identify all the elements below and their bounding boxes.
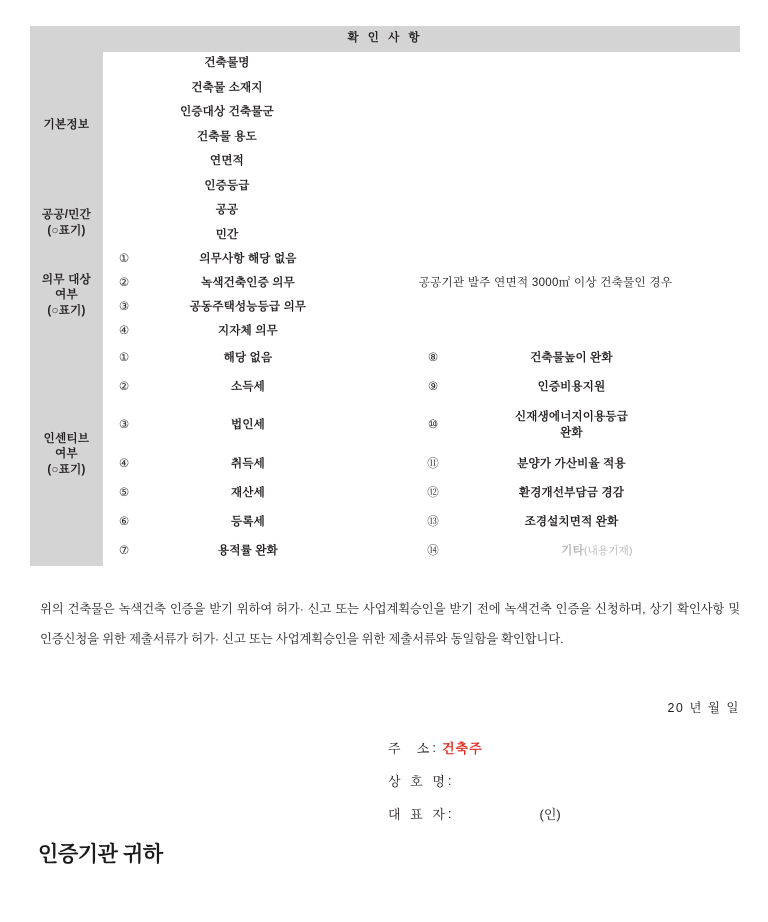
field-label-building-name: 건축물명 <box>204 57 250 70</box>
incentive-label-11: 분양가 가산비율 적용 <box>517 457 626 470</box>
table-row <box>30 77 740 102</box>
obligation-label-4: 지자체 의무 <box>218 325 278 338</box>
table-header-title: 확 인 사 항 <box>30 26 740 52</box>
incentive-check-2[interactable] <box>351 373 412 402</box>
date-line: 20 년 월 일 <box>667 701 740 715</box>
table-row <box>30 320 740 344</box>
incentive-number-5: ⑤ <box>118 486 130 499</box>
incentive-number-6: ⑥ <box>118 515 130 528</box>
table-row <box>30 450 740 479</box>
incentive-number-3: ③ <box>118 419 130 432</box>
field-label-public: 공공 <box>215 204 239 217</box>
section-label-incentive-line2: 여부 <box>55 448 78 461</box>
incentive-label-14 <box>454 537 740 566</box>
table-row <box>30 101 740 126</box>
company-colon: : <box>447 773 452 788</box>
incentive-check-3[interactable] <box>351 402 412 450</box>
incentive-label-2: 소득세 <box>231 380 265 393</box>
incentive-label-14-sub: (내용기재) <box>583 544 633 557</box>
table-row <box>30 296 740 320</box>
incentive-label-1: 해당 없음 <box>223 351 273 364</box>
incentive-label-3: 법인세 <box>231 419 265 432</box>
table-row <box>30 508 740 537</box>
address-label: 주 소 <box>388 741 433 756</box>
incentive-label-8: 건축물높이 완화 <box>530 351 613 364</box>
obligation-number-3: ③ <box>118 301 130 314</box>
section-label-incentive-line1: 인센티브 <box>43 432 90 445</box>
incentive-number-1: ① <box>118 351 130 364</box>
incentive-label-10-line1: 신재생에너지이용등급 <box>514 411 629 424</box>
statement-paragraph: 위의 건축물은 녹색건축 인증을 받기 위하여 허가· 신고 또는 사업계획승인을 받기 전에 녹색건축 인증을 신청하며, 상기 확인사항 및 인증신청을 위한 제출서류가 허가· 신고 또는 사업계획승인을 위한 제출서류와 동일함을 확인합니다. <box>40 602 740 647</box>
representative-label: 대 표 자 <box>388 807 448 822</box>
confirmation-table <box>30 26 740 566</box>
incentive-label-6: 등록세 <box>231 515 265 528</box>
table-row <box>30 150 740 175</box>
incentive-check-11[interactable] <box>689 450 740 479</box>
section-label-public-private-line2: (○표기) <box>47 224 86 237</box>
section-label-obligation-line1: 의무 대상 <box>41 273 92 286</box>
signature-row-representative <box>388 797 561 830</box>
section-label-public-private <box>30 199 103 248</box>
obligation-label-1: 의무사항 해당 없음 <box>199 253 297 266</box>
incentive-label-10 <box>454 402 689 450</box>
incentive-number-9: ⑨ <box>427 380 439 393</box>
incentive-label-13: 조경설치면적 완화 <box>524 515 619 528</box>
incentive-check-7[interactable] <box>351 537 412 566</box>
field-value-certification-target-group[interactable] <box>351 101 740 126</box>
seal-mark: (인) <box>539 807 561 822</box>
table-row <box>30 224 740 249</box>
field-label-certification-target-group: 인증대상 건축물군 <box>180 106 274 119</box>
incentive-number-4: ④ <box>118 457 130 470</box>
table-row <box>30 248 740 272</box>
company-label: 상 호 명 <box>388 774 448 789</box>
signature-row-company <box>388 764 561 797</box>
signature-block <box>388 731 561 830</box>
section-label-public-private-line1: 공공/민간 <box>41 208 92 221</box>
field-value-private[interactable] <box>351 224 740 249</box>
incentive-check-9[interactable] <box>689 373 740 402</box>
table-header-row <box>30 26 740 52</box>
section-label-basic-info: 기본정보 <box>30 52 103 199</box>
field-value-building-name[interactable] <box>351 52 740 77</box>
obligation-note-3[interactable] <box>351 296 740 320</box>
incentive-check-4[interactable] <box>351 450 412 479</box>
field-label-building-location: 건축물 소재지 <box>191 81 263 94</box>
incentive-number-11: ⑪ <box>427 457 439 470</box>
table-row <box>30 537 740 566</box>
incentive-number-14: ⑭ <box>427 544 439 557</box>
incentive-check-1[interactable] <box>351 344 412 373</box>
incentive-number-2: ② <box>118 380 130 393</box>
incentive-check-10[interactable] <box>689 402 740 450</box>
incentive-label-9: 인증비용지원 <box>537 380 606 393</box>
incentive-check-8[interactable] <box>689 344 740 373</box>
section-label-obligation-line3: (○표기) <box>47 304 86 317</box>
incentive-check-6[interactable] <box>351 508 412 537</box>
addressee-title: 인증기관 귀하 <box>38 843 163 866</box>
incentive-check-13[interactable] <box>689 508 740 537</box>
incentive-number-12: ⑫ <box>427 486 439 499</box>
incentive-check-5[interactable] <box>351 479 412 508</box>
obligation-label-3: 공동주택성능등급 의무 <box>189 301 307 314</box>
table-row <box>30 479 740 508</box>
incentive-number-8: ⑧ <box>427 351 439 364</box>
field-value-building-location[interactable] <box>351 77 740 102</box>
incentive-check-12[interactable] <box>689 479 740 508</box>
incentive-number-13: ⑬ <box>427 515 439 528</box>
obligation-note-1[interactable] <box>351 248 740 272</box>
field-value-building-use[interactable] <box>351 126 740 151</box>
table-row <box>30 344 740 373</box>
section-label-obligation <box>30 248 103 344</box>
signature-row-address <box>388 731 561 764</box>
section-label-incentive <box>30 344 103 566</box>
representative-colon: : <box>447 806 452 821</box>
incentive-number-7: ⑦ <box>118 544 130 557</box>
field-value-certification-grade[interactable] <box>351 175 740 200</box>
obligation-number-1: ① <box>118 253 130 266</box>
field-label-certification-grade: 인증등급 <box>204 179 250 192</box>
field-value-total-floor-area[interactable] <box>351 150 740 175</box>
table-row <box>30 126 740 151</box>
obligation-note-2[interactable]: 공공기관 발주 연면적 3000㎡ 이상 건축물인 경우 <box>351 272 740 296</box>
obligation-label-2: 녹색건축인증 의무 <box>201 277 295 290</box>
incentive-label-4: 취득세 <box>231 457 265 470</box>
field-label-total-floor-area: 연면적 <box>210 155 244 168</box>
obligation-number-2: ② <box>118 277 130 290</box>
obligation-note-4[interactable] <box>351 320 740 344</box>
field-label-building-use: 건축물 용도 <box>197 130 257 143</box>
field-value-public[interactable] <box>351 199 740 224</box>
table-row <box>30 199 740 224</box>
table-row <box>30 175 740 200</box>
incentive-label-7: 용적률 완화 <box>218 544 278 557</box>
table-row <box>30 272 740 296</box>
incentive-label-12: 환경개선부담금 경감 <box>518 486 625 499</box>
table-row <box>30 373 740 402</box>
incentive-number-10: ⑩ <box>427 419 439 432</box>
section-label-obligation-line2: 여부 <box>55 289 78 302</box>
incentive-label-10-line2: 완화 <box>560 427 583 439</box>
incentive-label-14-main: 기타 <box>561 544 584 557</box>
section-label-incentive-line3: (○표기) <box>47 463 86 476</box>
address-colon: : <box>432 740 436 755</box>
incentive-label-5: 재산세 <box>231 486 265 499</box>
table-row <box>30 402 740 450</box>
field-label-private: 민간 <box>215 228 239 241</box>
table-row <box>30 52 740 77</box>
obligation-number-4: ④ <box>118 325 130 338</box>
address-value[interactable]: 건축주 <box>441 741 483 756</box>
